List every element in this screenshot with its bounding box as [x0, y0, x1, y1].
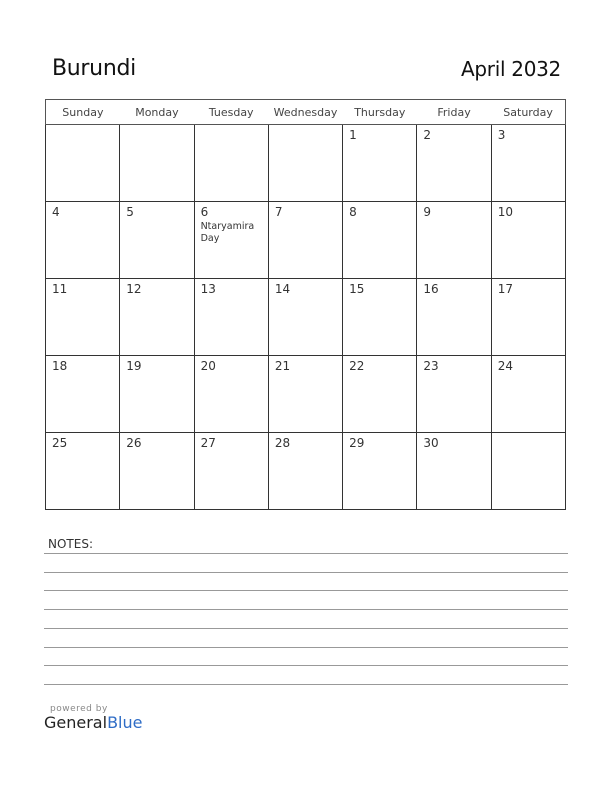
day-number: 15 — [349, 282, 365, 296]
day-number: 8 — [349, 205, 357, 219]
brand-blue: Blue — [107, 713, 143, 732]
day-number: 26 — [126, 436, 142, 450]
day-number: 23 — [423, 359, 439, 373]
day-cell — [120, 279, 194, 356]
notes-line — [44, 665, 568, 666]
notes-line — [44, 628, 568, 629]
day-cell — [46, 125, 120, 202]
day-cell — [268, 356, 342, 433]
day-number: 20 — [200, 359, 216, 373]
day-cell — [491, 356, 565, 433]
week-row — [46, 202, 566, 279]
brand-general: General — [44, 713, 108, 732]
day-cell — [417, 356, 491, 433]
day-cell — [268, 125, 342, 202]
day-number: 17 — [497, 282, 513, 296]
weekday-friday: Friday — [417, 100, 491, 125]
day-cell — [46, 279, 120, 356]
day-cell — [491, 279, 565, 356]
day-number: 10 — [497, 205, 513, 219]
day-cell — [343, 202, 417, 279]
day-cell — [417, 202, 491, 279]
day-cell — [194, 433, 268, 510]
day-number: 11 — [52, 282, 68, 296]
month-title: April 2032 — [461, 57, 561, 81]
week-row — [46, 279, 566, 356]
day-number: 3 — [497, 128, 506, 142]
day-cell — [491, 202, 565, 279]
day-cell — [491, 433, 565, 510]
day-cell — [194, 125, 268, 202]
day-cell — [343, 356, 417, 433]
notes-line — [44, 609, 568, 610]
day-number: 19 — [126, 359, 142, 373]
weekday-tuesday: Tuesday — [194, 100, 268, 125]
day-number: 9 — [423, 205, 432, 219]
weekday-sunday: Sunday — [46, 100, 120, 125]
holiday-label: Ntaryamira Day — [200, 221, 255, 244]
day-cell — [268, 279, 342, 356]
day-cell — [417, 125, 491, 202]
day-number: 27 — [200, 436, 216, 450]
day-cell — [268, 202, 342, 279]
day-number: 6 — [200, 205, 209, 219]
notes-line — [44, 647, 568, 648]
day-cell — [491, 125, 565, 202]
weekday-saturday: Saturday — [491, 100, 565, 125]
notes-line — [44, 553, 568, 554]
day-number: 21 — [274, 359, 291, 373]
day-number: 5 — [126, 205, 134, 219]
calendar-grid — [45, 99, 566, 510]
day-number: 7 — [274, 205, 283, 219]
day-cell — [120, 356, 194, 433]
day-cell — [194, 356, 268, 433]
country-title: Burundi — [52, 56, 136, 81]
powered-by-text: powered by — [50, 704, 108, 714]
day-cell — [343, 433, 417, 510]
week-row — [46, 433, 566, 510]
day-number: 30 — [423, 436, 439, 450]
weekday-thursday: Thursday — [343, 100, 417, 125]
day-number: 14 — [274, 282, 291, 296]
day-number: 24 — [497, 359, 513, 373]
week-row — [46, 125, 566, 202]
notes-label: NOTES: — [48, 537, 93, 551]
day-number: 18 — [52, 359, 68, 373]
day-cell — [417, 279, 491, 356]
notes-line — [44, 684, 568, 685]
day-cell — [343, 279, 417, 356]
day-number: 12 — [126, 282, 142, 296]
day-number: 1 — [349, 128, 357, 142]
day-number: 4 — [52, 205, 60, 219]
day-number: 13 — [200, 282, 216, 296]
day-cell — [120, 433, 194, 510]
day-cell — [268, 433, 342, 510]
day-cell — [120, 125, 194, 202]
day-cell — [194, 202, 268, 279]
day-cell — [46, 356, 120, 433]
weekday-header-row — [46, 100, 566, 125]
day-cell — [120, 202, 194, 279]
day-number: 29 — [349, 436, 365, 450]
day-number: 16 — [423, 282, 439, 296]
day-cell — [194, 279, 268, 356]
day-number: 28 — [274, 436, 291, 450]
day-number: 2 — [423, 128, 432, 142]
notes-line — [44, 590, 568, 591]
notes-line — [44, 572, 568, 573]
weekday-wednesday: Wednesday — [268, 100, 342, 125]
day-cell — [417, 433, 491, 510]
day-cell — [46, 433, 120, 510]
brand-logo — [44, 704, 142, 732]
day-number: 22 — [349, 359, 365, 373]
day-cell — [343, 125, 417, 202]
brand-name — [44, 713, 142, 732]
day-number: 25 — [52, 436, 68, 450]
day-cell — [46, 202, 120, 279]
weekday-monday: Monday — [120, 100, 194, 125]
week-row — [46, 356, 566, 433]
